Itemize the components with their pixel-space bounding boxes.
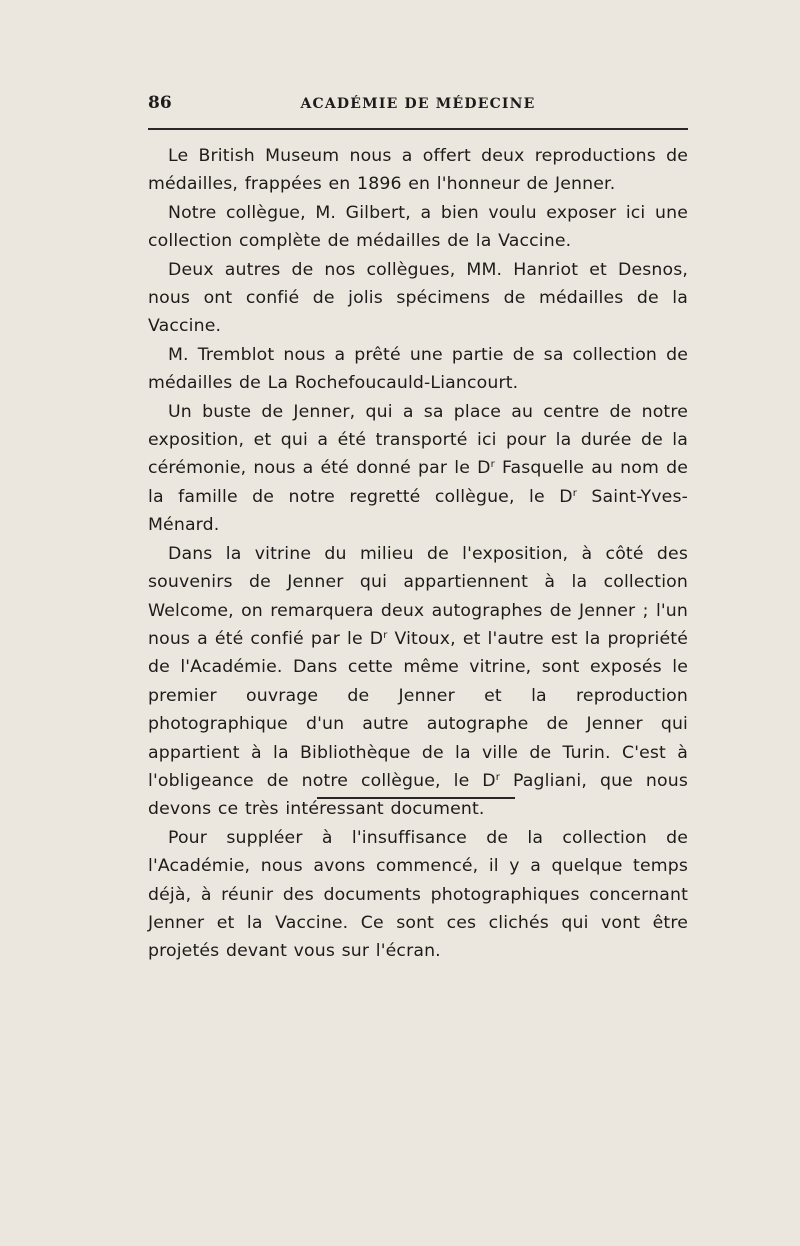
text-segment: Pagliani, que nous devons ce très intéressant document. [148,770,688,820]
section-end-rule [317,797,515,799]
paragraph-insuffisance: Pour suppléer à l'insuffisance de la collection de l'Académie, nous avons commencé, il y a quelque temps déjà, à réunir des documents photographiques concernant Jenner et la Vaccine. Ce sont ces clichés qui vont être projetés devant vous sur l'écran. [148,827,688,962]
header-rule [148,128,688,130]
superscript: r [572,487,577,499]
superscript: r [495,771,501,783]
page-header [148,92,688,114]
paragraph-tremblot: M. Tremblot nous a prêté une partie de sa collection de médailles de La Rochefoucauld-Liancourt. [148,344,688,394]
paragraph-british-museum: Le British Museum nous a offert deux reproductions de médailles, frappées en 1896 en l'honneur de Jenner. [148,146,688,195]
paragraph-gilbert: Notre collègue, M. Gilbert, a bien voulu exposer ici une collection complète de médailles de la Vaccine. [148,202,688,252]
text-segment: Un buste de Jenner, qui a sa place au centre de notre exposition, et qui a été transporté ici pour la durée de la cérémonie, nous a été donné par le D [148,401,688,479]
body-text [148,142,688,966]
page-number: 86 [148,93,172,113]
superscript: r [490,459,495,471]
paragraph-buste-jenner [148,398,688,540]
superscript: r [383,629,388,641]
text-segment: Fasquelle au nom de la famille de notre regretté collègue, le D [148,458,688,507]
paragraph-hanriot-desnos: Deux autres de nos collègues, MM. Hanriot et Desnos, nous ont confié de jolis spécimens de médailles de la Vaccine. [148,259,688,337]
text-segment: Vitoux, et l'autre est la propriété de l'Académie. Dans cette même vitrine, sont exposés le premier ouvrage de Jenner et la reproduction photographique d'un autre autographe de Jenner qui appartient à la Bibliothèque de la ville de Turin. C'est à l'obligeance de notre collègue, le D [148,628,688,791]
running-title: ACADÉMIE DE MÉDECINE [300,96,536,112]
text-segment: Saint-Yves-Ménard. [148,486,688,536]
text-segment: Dans la vitrine du milieu de l'exposition, à côté des souvenirs de Jenner qui appartiennent à la collection Welcome, on remarquera deux autographes de Jenner ; l'un nous a été confié par le D [148,543,688,649]
paragraph-vitrine [148,540,688,824]
